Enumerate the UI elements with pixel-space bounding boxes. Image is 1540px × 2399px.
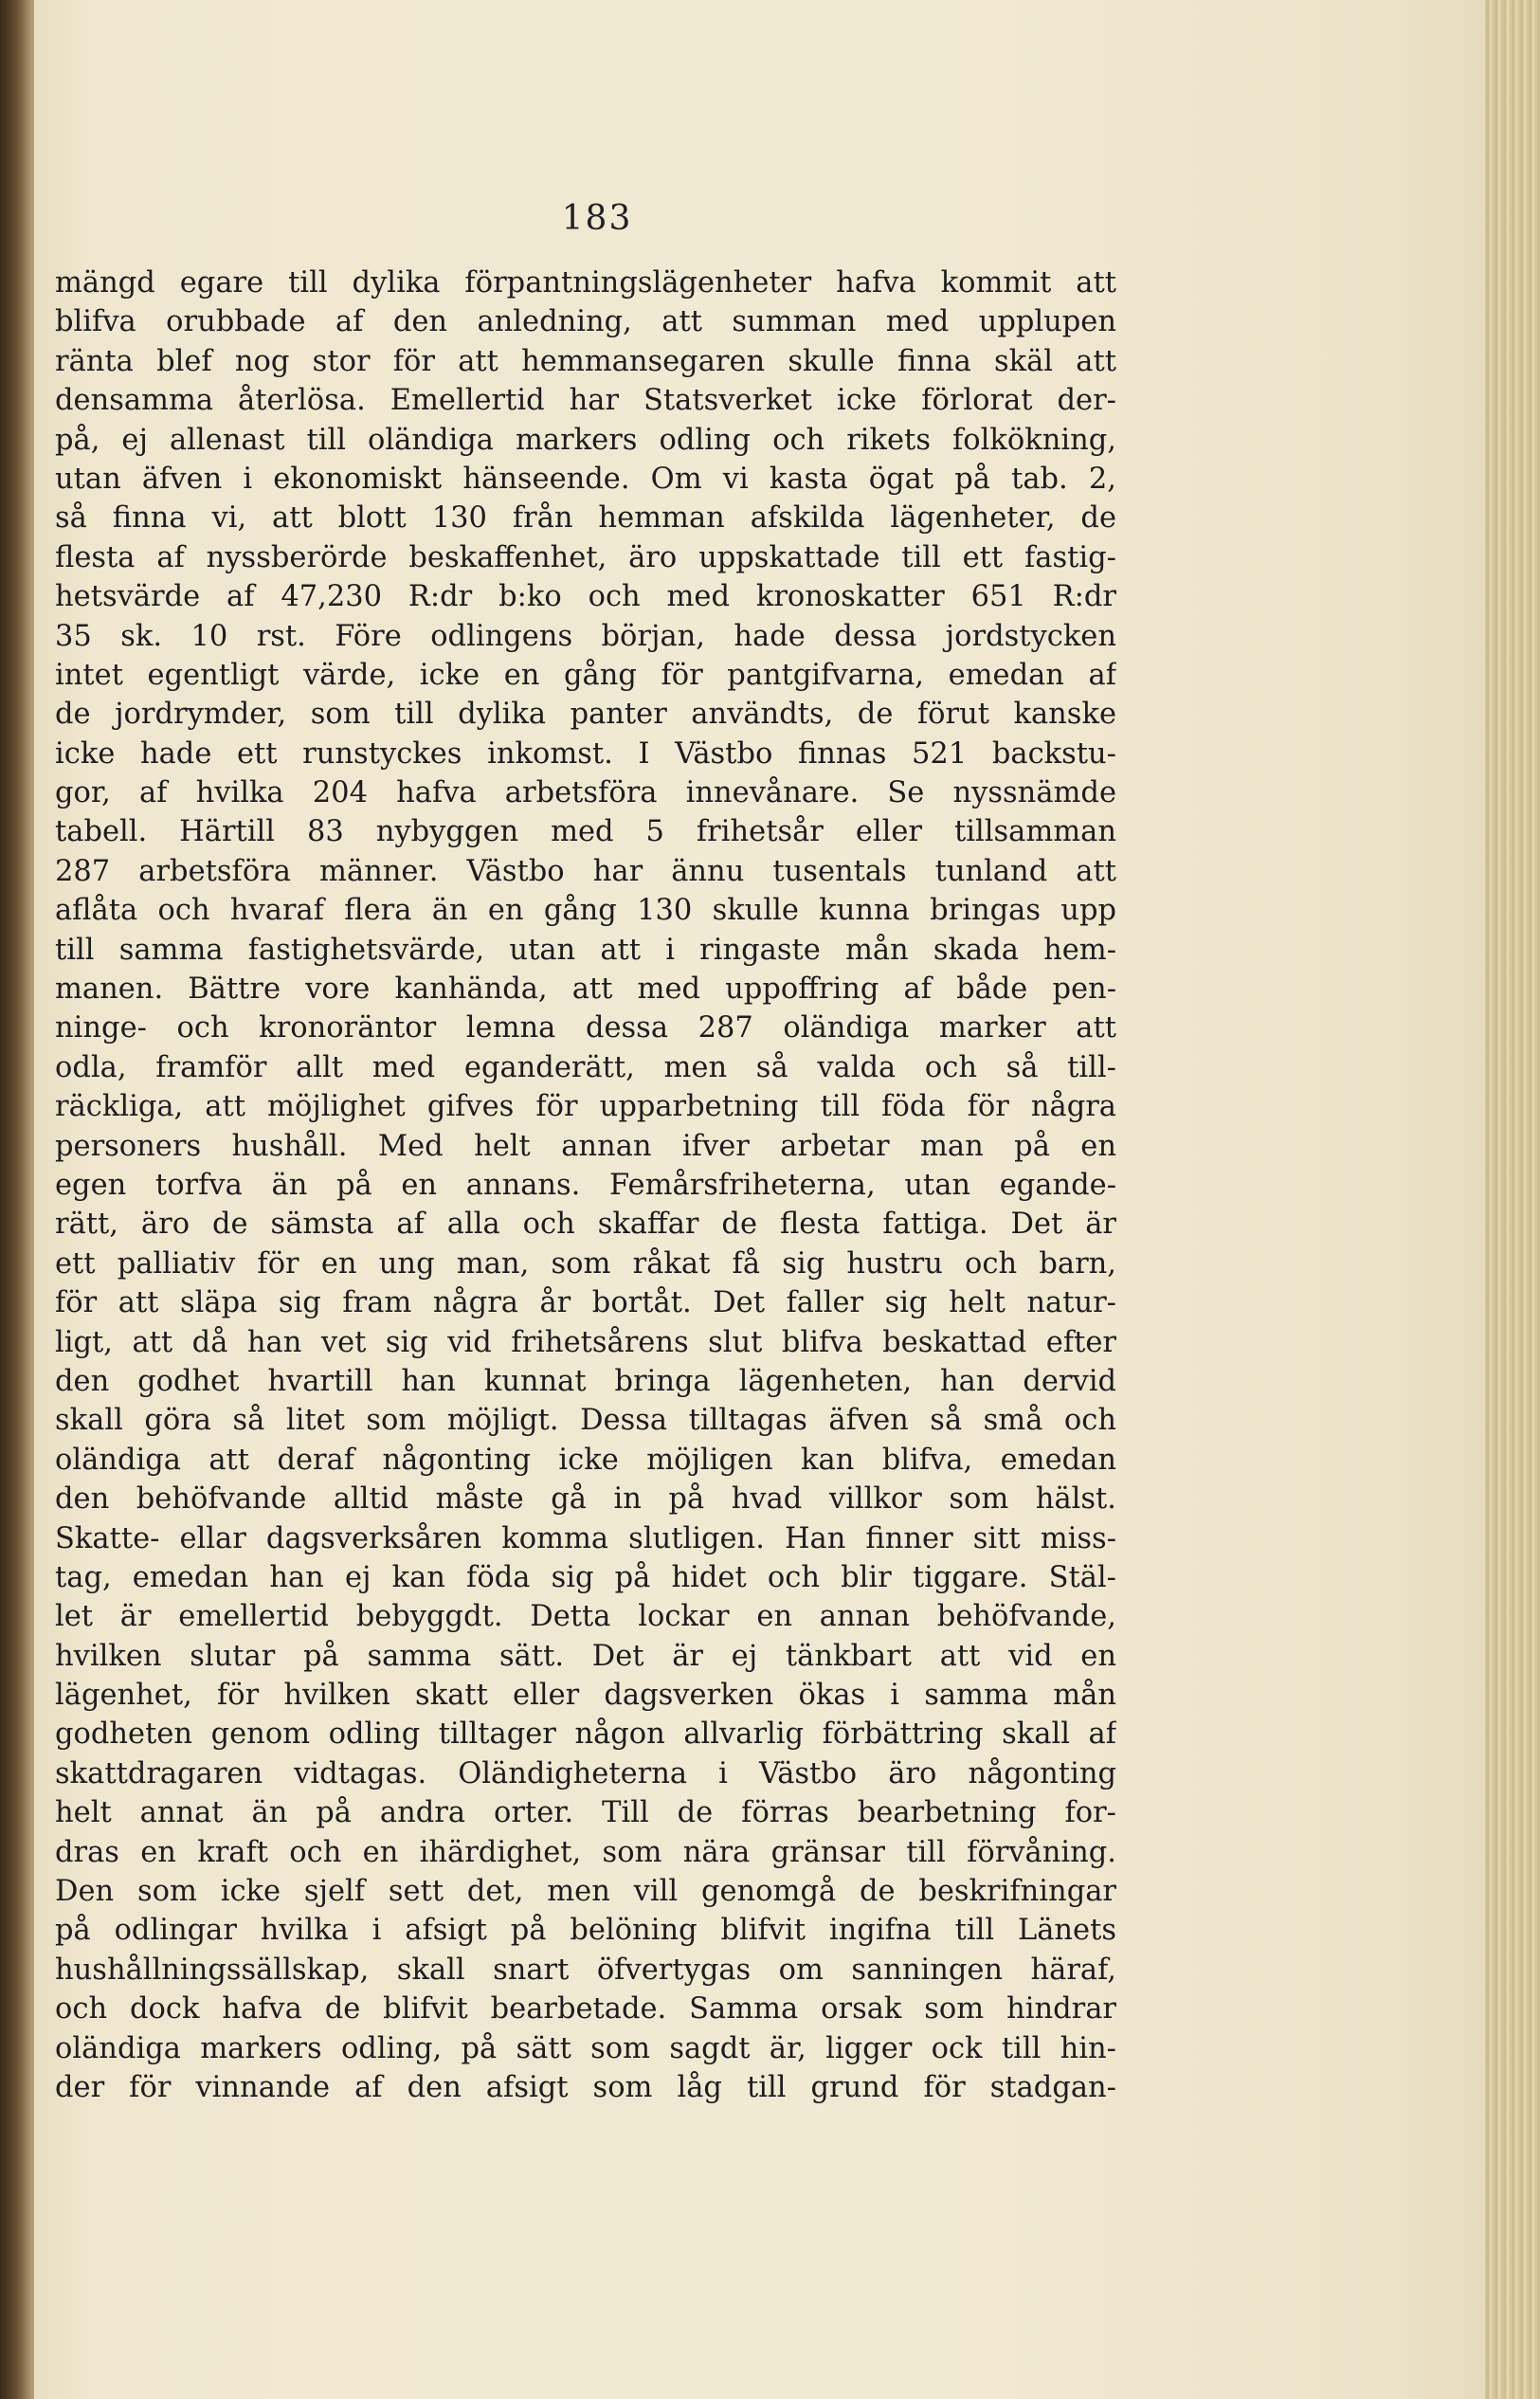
text-line: rätt, äro de sämsta af alla och skaffar de flesta fattiga. Det är [55,1208,1116,1242]
text-line: 35 sk. 10 rst. Före odlingens början, hade dessa jordstycken [55,619,1116,653]
text-line: intet egentligt värde, icke en gång för pantgifvarna, emedan af [55,658,1116,692]
text-line: egen torfva än på en annans. Femårsfriheterna, utan egande- [55,1168,1116,1202]
text-line: ligt, att då han vet sig vid frihetsårens slut blifva beskattad efter [55,1325,1116,1359]
text-line: den behöfvande alltid måste gå in på hvad villkor som hälst. [55,1482,1116,1517]
text-line: ett palliativ för en ung man, som råkat få sig hustru och barn, [55,1246,1116,1281]
body-text [55,264,1116,2107]
text-line: på, ej allenast till oländiga markers odling och rikets folkökning, [55,423,1116,457]
text-line: skattdragaren vidtagas. Oländigheterna i Västbo äro någonting [55,1756,1116,1790]
text-line: på odlingar hvilka i afsigt på belöning blifvit ingifna till Länets [55,1914,1116,1948]
book-spine-shadow [0,0,34,2399]
text-line: och dock hafva de blifvit bearbetade. Samma orsak som hindrar [55,1992,1116,2026]
text-line: hetsvärde af 47,230 R:dr b:ko och med kronoskatter 651 R:dr [55,580,1116,614]
text-line: tabell. Härtill 83 nybyggen med 5 frihetsår eller tillsamman [55,815,1116,849]
text-line: hushållningssällskap, skall snart öfvertygas om sanningen häraf, [55,1953,1116,1987]
text-line: der för vinnande af den afsigt som låg till grund för stadgan- [55,2070,1116,2104]
text-line: lägenhet, för hvilken skatt eller dagsverken ökas i samma mån [55,1679,1116,1713]
text-line: Den som icke sjelf sett det, men vill genomgå de beskrifningar [55,1875,1116,1909]
text-line: let är emellertid bebyggdt. Detta lockar en annan behöfvande, [55,1600,1116,1634]
text-line: oländiga markers odling, på sätt som sagdt är, ligger ock till hin- [55,2031,1116,2065]
text-line: 287 arbetsföra männer. Västbo har ännu tusentals tunland att [55,854,1116,888]
text-line: så finna vi, att blott 130 från hemman afskilda lägenheter, de [55,501,1116,536]
text-line: oländiga att deraf någonting icke möjligen kan blifva, emedan [55,1443,1116,1477]
text-line: godheten genom odling tilltager någon allvarlig förbättring skall af [55,1717,1116,1752]
page-number: 183 [561,199,633,238]
text-line: till samma fastighetsvärde, utan att i ringaste mån skada hem- [55,933,1116,967]
text-line: densamma återlösa. Emellertid har Statsverket icke förlorat der- [55,384,1116,418]
text-line: Skatte- ellar dagsverksåren komma slutligen. Han finner sitt miss- [55,1521,1116,1555]
text-line: personers hushåll. Med helt annan ifver arbetar man på en [55,1129,1116,1163]
text-line: aflåta och hvaraf flera än en gång 130 skulle kunna bringas upp [55,894,1116,928]
text-line: utan äfven i ekonomiskt hänseende. Om vi kasta ögat på tab. 2, [55,462,1116,496]
text-line: dras en kraft och en ihärdighet, som nära gränsar till förvåning. [55,1835,1116,1869]
text-line: flesta af nyssberörde beskaffenhet, äro uppskattade till ett fastig- [55,540,1116,574]
text-line: odla, framför allt med eganderätt, men så valda och så till- [55,1050,1116,1084]
page-edge [1485,0,1540,2399]
text-line: den godhet hvartill han kunnat bringa lägenheten, han dervid [55,1364,1116,1398]
text-line: mängd egare till dylika förpantningslägenheter hafva kommit att [55,266,1116,300]
text-line: helt annat än på andra orter. Till de förras bearbetning for- [55,1796,1116,1830]
text-line: för att släpa sig fram några år bortåt. Det faller sig helt natur- [55,1286,1116,1320]
text-line: tag, emedan han ej kan föda sig på hidet och blir tiggare. Stäl- [55,1560,1116,1594]
text-line: hvilken slutar på samma sätt. Det är ej tänkbart att vid en [55,1639,1116,1673]
text-line: räckliga, att möjlighet gifves för upparbetning till föda för några [55,1090,1116,1124]
text-line: ränta blef nog stor för att hemmansegaren skulle finna skäl att [55,344,1116,378]
text-line: blifva orubbade af den anledning, att summan med upplupen [55,305,1116,339]
text-line: de jordrymder, som till dylika panter användts, de förut kanske [55,698,1116,732]
text-line: manen. Bättre vore kanhända, att med uppoffring af både pen- [55,972,1116,1007]
text-line: skall göra så litet som möjligt. Dessa tilltagas äfven så små och [55,1404,1116,1438]
text-line: icke hade ett runstyckes inkomst. I Västbo finnas 521 backstu- [55,736,1116,771]
text-line: ninge- och kronoräntor lemna dessa 287 oländiga marker att [55,1011,1116,1045]
text-line: gor, af hvilka 204 hafva arbetsföra innevånare. Se nyssnämde [55,776,1116,810]
